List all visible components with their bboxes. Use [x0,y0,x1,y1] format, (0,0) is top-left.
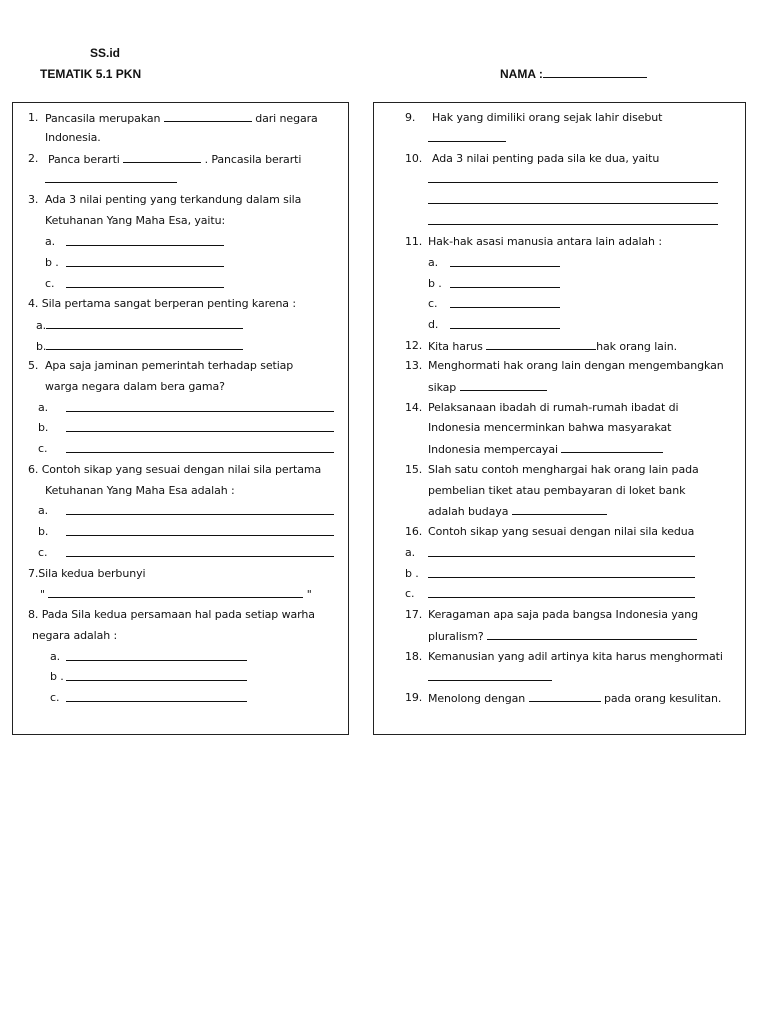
question-text: adalah budaya [428,505,509,518]
question-number: 19. [405,691,423,704]
answer-blank[interactable] [512,504,607,515]
answer-blank[interactable] [450,256,560,267]
answer-blank[interactable] [66,650,247,661]
answer-blank[interactable] [66,277,224,288]
question-number: 3. [28,193,39,206]
answer-blank[interactable] [450,318,560,329]
answer-blank[interactable] [164,111,252,122]
answer-blank[interactable] [428,546,695,557]
answer-blank[interactable] [428,587,695,598]
question-text: 4. Sila pertama sangat berperan penting karena : [28,297,296,310]
option-label: b. [38,525,49,538]
question-text: Pancasila merupakan [45,112,161,125]
answer-blank[interactable] [66,504,334,515]
answer-blank[interactable] [66,670,247,681]
answer-blank[interactable] [46,339,243,350]
question-number: 2. [28,152,39,165]
question-text: Ada 3 nilai penting yang terkandung dalam sila [45,193,302,206]
question-number: 17. [405,608,423,621]
option-label: c. [38,546,48,559]
question-number: 12. [405,339,423,352]
answer-blank[interactable] [561,442,663,453]
answer-blank[interactable] [460,380,547,391]
question-text: Hak yang dimiliki orang sejak lahir disebut [432,111,663,124]
question-number: 13. [405,359,423,372]
question-text: 8. Pada Sila kedua persamaan hal pada setiap warha [28,608,315,621]
question-text: 6. Contoh sikap yang sesuai dengan nilai sila pertama [28,463,322,476]
question-text: sikap [428,381,457,394]
name-label: NAMA : [500,67,543,81]
question-number: 10. [405,152,423,165]
name-blank[interactable] [543,67,647,78]
option-label: b . [428,277,442,290]
question-number: 1. [28,111,39,124]
question-number: 11. [405,235,423,248]
source-label: SS.id [90,46,121,60]
question-text: Indonesia mencerminkan bahwa masyarakat [428,421,672,434]
question-number: 18. [405,650,423,663]
option-label: b . [405,567,419,580]
answer-blank[interactable] [428,131,506,142]
question-number: 5. [28,359,39,372]
answer-blank[interactable] [529,691,601,702]
option-label: c. [38,442,48,455]
option-label: a. [38,504,49,517]
option-label: b. [38,421,49,434]
answer-blank[interactable] [45,172,177,183]
question-text: Kemanusian yang adil artinya kita harus menghormati [428,650,723,663]
answer-blank[interactable] [428,567,695,578]
option-label: b . [50,670,64,683]
question-text: pada orang kesulitan. [603,692,722,705]
answer-blank[interactable] [66,525,334,536]
option-label: c. [428,297,438,310]
question-text: Indonesia mempercayai [428,443,558,456]
question-text: dari negara [255,112,318,125]
option-label: a. [45,235,56,248]
option-label: a. [36,319,47,332]
quote-mark: " [40,588,45,601]
question-text: Menolong dengan [428,692,526,705]
answer-blank[interactable] [486,339,596,350]
question-text: hak orang lain. [596,340,678,353]
option-label: a. [38,401,49,414]
option-label: d. [428,318,439,331]
question-text: Indonesia. [45,131,101,144]
answer-blank[interactable] [450,277,560,288]
answer-blank[interactable] [48,587,303,598]
question-text: pluralism? [428,630,484,643]
question-number: 16. [405,525,423,538]
answer-blank[interactable] [66,235,224,246]
option-label: c. [45,277,55,290]
question-text: pembelian tiket atau pembayaran di loket bank [428,484,686,497]
question-text: negara adalah : [32,629,118,642]
answer-blank[interactable] [46,318,243,329]
question-number: 14. [405,401,423,414]
option-label: c. [405,587,415,600]
answer-blank[interactable] [428,172,718,183]
answer-blank[interactable] [66,546,334,557]
quote-mark: " [306,588,312,601]
answer-blank[interactable] [428,214,718,225]
question-text: Ketuhanan Yang Maha Esa adalah : [45,484,235,497]
question-text: 7.Sila kedua berbunyi [28,567,146,580]
option-label: a. [405,546,416,559]
question-text: Contoh sikap yang sesuai dengan nilai sila kedua [428,525,695,538]
answer-blank[interactable] [428,193,718,204]
question-number: 15. [405,463,423,476]
question-number: 9. [405,111,416,124]
answer-blank[interactable] [66,421,334,432]
name-field[interactable] [500,67,647,81]
question-text: . Pancasila berarti [204,153,302,166]
question-text: Hak-hak asasi manusia antara lain adalah : [428,235,662,248]
question-text: Pelaksanaan ibadah di rumah-rumah ibadat di [428,401,679,414]
option-label: b. [36,340,47,353]
option-label: a. [428,256,439,269]
question-text: Keragaman apa saja pada bangsa Indonesia yang [428,608,699,621]
question-text: Apa saja jaminan pemerintah terhadap setiap [45,359,294,372]
answer-blank[interactable] [66,401,334,412]
answer-blank[interactable] [487,629,697,640]
answer-blank[interactable] [450,297,560,308]
answer-blank[interactable] [66,442,334,453]
option-label: c. [50,691,60,704]
option-label: a. [50,650,61,663]
question-text: Menghormati hak orang lain dengan mengembangkan [428,359,724,372]
question-text: warga negara dalam bera gama? [45,380,225,393]
answer-blank[interactable] [66,691,247,702]
worksheet-title: TEMATIK 5.1 PKN [40,67,142,81]
answer-blank[interactable] [428,670,552,681]
answer-blank[interactable] [123,152,201,163]
option-label: b . [45,256,59,269]
question-text: Kita harus [428,340,483,353]
question-text: Ada 3 nilai penting pada sila ke dua, yaitu [432,152,660,165]
question-text: Slah satu contoh menghargai hak orang lain pada [428,463,699,476]
question-text: Ketuhanan Yang Maha Esa, yaitu: [45,214,226,227]
answer-blank[interactable] [66,256,224,267]
question-text: Panca berarti [48,153,120,166]
